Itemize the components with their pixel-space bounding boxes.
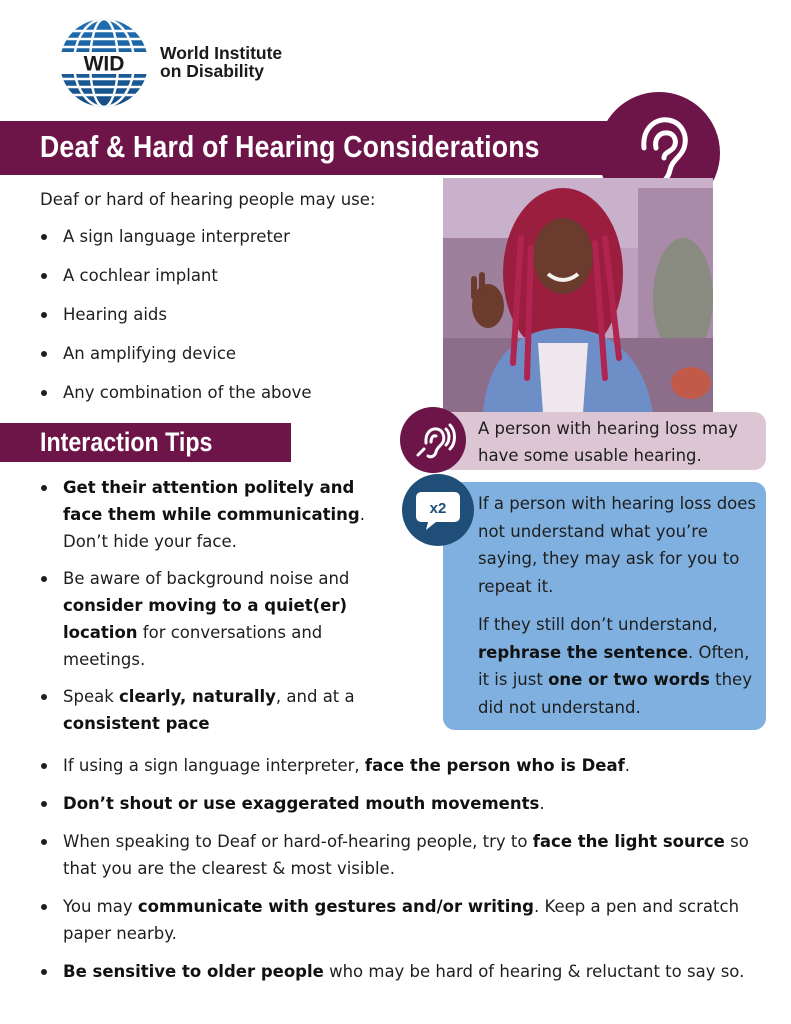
callout-text <box>478 490 758 732</box>
text: Be aware of background noise and <box>63 569 350 588</box>
text: . Keep a pen and scratch paper nearby. <box>63 897 740 943</box>
svg-text:WID: WID <box>83 52 125 76</box>
bold-text: rephrase the sentence <box>478 642 689 662</box>
bold-text: Get their attention politely and face them while communicating <box>63 478 360 524</box>
list-item <box>40 828 770 882</box>
callout-paragraph: If a person with hearing loss does not understand what you’re saying, they may ask for you to repeat it. <box>478 494 757 596</box>
logo-line-1: World Institute <box>160 43 283 63</box>
text: they did not understand. <box>478 670 752 717</box>
list-item <box>40 683 380 737</box>
bold-text: clearly, naturally <box>119 687 276 706</box>
logo-wordmark <box>160 44 282 80</box>
more-tips-list <box>40 752 770 996</box>
text: You may <box>63 897 138 916</box>
text: so that you are the clearest & most visible. <box>63 832 749 878</box>
list-item: An amplifying device <box>40 340 430 379</box>
text: When speaking to Deaf or hard-of-hearing people, try to <box>63 832 533 851</box>
text: . Often, it is just <box>478 642 750 689</box>
page-title: Deaf & Hard of Hearing Considerations <box>40 129 540 164</box>
badge-label: x2 <box>429 500 447 517</box>
list-item <box>40 474 380 555</box>
text: who may be hard of hearing & reluctant to say so. <box>323 962 745 981</box>
bold-text: Be sensitive to older people <box>63 962 324 981</box>
photo-woman-signing <box>443 178 713 413</box>
list-item <box>40 893 770 947</box>
callout-paragraph <box>478 611 758 721</box>
bold-text: communicate with gestures and/or writing <box>137 897 534 916</box>
logo-line-2: on Disability <box>160 61 265 81</box>
section-heading: Interaction Tips <box>40 427 213 457</box>
text: for conversations and meetings. <box>63 623 323 669</box>
text: . <box>624 756 631 775</box>
hearing-assistance-icon <box>400 407 466 473</box>
list-item: Hearing aids <box>40 301 430 340</box>
repeat-badge <box>402 474 474 546</box>
bold-text: Don’t shout or use exaggerated mouth movements <box>63 794 540 813</box>
text: , and at a <box>275 687 355 706</box>
text: If they still don’t understand, <box>478 615 718 634</box>
list-item <box>40 752 770 779</box>
uses-list <box>40 223 430 418</box>
bold-text: consistent pace <box>63 714 210 733</box>
text: . Don’t hide your face. <box>63 505 365 551</box>
bold-text: face the light source <box>532 832 725 851</box>
intro-text: Deaf or hard of hearing people may use: <box>40 190 376 209</box>
text: . <box>539 794 545 813</box>
speech-bubble-x2-icon <box>402 474 474 546</box>
bold-text: consider moving to a quiet(er) location <box>63 596 348 642</box>
bold-text: one or two words <box>548 670 710 689</box>
wid-logo <box>58 17 150 109</box>
text: Speak <box>63 687 120 706</box>
list-item: A cochlear implant <box>40 262 430 301</box>
bold-text: face the person who is Deaf <box>364 756 625 775</box>
list-item <box>40 958 770 985</box>
list-item: Any combination of the above <box>40 379 430 418</box>
list-item <box>40 565 380 673</box>
list-item <box>40 790 770 817</box>
list-item: A sign language interpreter <box>40 223 430 262</box>
text: If using a sign language interpreter, <box>63 756 365 775</box>
hearing-badge <box>400 407 466 473</box>
tips-list <box>40 474 380 747</box>
callout-text: A person with hearing loss may have some usable hearing. <box>478 419 738 465</box>
